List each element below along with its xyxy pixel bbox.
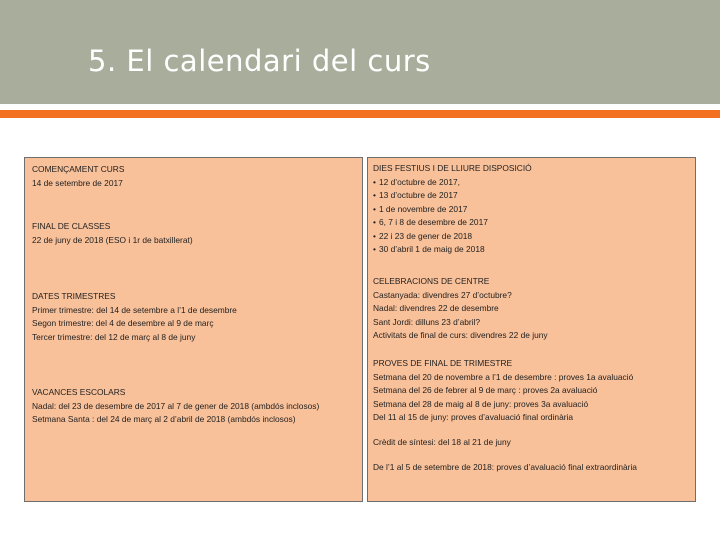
left-calendar-box [24, 157, 363, 502]
synthesis-section [373, 436, 691, 450]
exam-line: Del 11 al 15 de juny: proves d’avaluació final ordinària [373, 412, 574, 422]
celebrations-heading: CELEBRACIONS DE CENTRE [373, 276, 490, 286]
terms-heading: DATES TRIMESTRES [32, 291, 116, 301]
term-line: Primer trimestre: del 14 de setembre a l’1 de desembre [32, 304, 237, 315]
list-item: • 1 de novembre de 2017 [373, 203, 691, 217]
list-item: • 22 i 23 de gener de 2018 [373, 230, 691, 244]
exams-heading: PROVES DE FINAL DE TRIMESTRE [373, 358, 513, 368]
celebration-line: Activitats de final de curs: divendres 22 de juny [373, 330, 548, 340]
classes-end-section [32, 220, 358, 247]
extraordinary-section [373, 461, 691, 475]
slide-title: 5. El calendari del curs [88, 44, 431, 78]
list-item: • 30 d’abril 1 de maig de 2018 [373, 243, 691, 257]
exam-line: Setmana del 28 de maig al 8 de juny: proves 3a avaluació [373, 398, 589, 409]
holidays-heading: VACANCES ESCOLARS [32, 387, 126, 397]
exam-line: Setmana del 26 de febrer al 9 de març : proves 2a avaluació [373, 385, 598, 395]
list-item: • 12 d’octubre de 2017, [373, 176, 691, 190]
holiday-line: Nadal: del 23 de desembre de 2017 al 7 de gener de 2018 (ambdós inclosos) [32, 400, 320, 411]
celebration-line: Nadal: divendres 22 de desembre [373, 303, 499, 313]
course-start-heading: COMENÇAMENT CURS [32, 164, 125, 174]
free-days-list [373, 176, 691, 257]
exams-section [373, 357, 691, 425]
accent-divider [0, 110, 720, 118]
course-start-date: 14 de setembre de 2017 [32, 177, 123, 188]
exam-line: Setmana del 20 de novembre a l’1 de desembre : proves 1a avaluació [373, 371, 634, 382]
extraordinary-line: De l’1 al 5 de setembre de 2018: proves d’avaluació final extraordinària [373, 462, 637, 472]
celebration-line: Sant Jordi: dilluns 23 d’abril? [373, 316, 481, 327]
celebration-line: Castanyada: divendres 27 d’octubre? [373, 289, 512, 300]
term-line: Tercer trimestre: del 12 de març al 8 de juny [32, 331, 196, 342]
list-item: • 6, 7 i 8 de desembre de 2017 [373, 216, 691, 230]
list-item: • 13 d’octubre de 2017 [373, 189, 691, 203]
classes-end-heading: FINAL DE CLASSES [32, 221, 111, 231]
free-days-heading: DIES FESTIUS I DE LLIURE DISPOSICIÓ [373, 163, 532, 173]
classes-end-date: 22 de juny de 2018 (ESO i 1r de batxillerat) [32, 234, 193, 245]
title-banner [0, 0, 720, 104]
free-days-section [373, 162, 691, 257]
term-line: Segon trimestre: del 4 de desembre al 9 de març [32, 318, 214, 328]
terms-section [32, 290, 358, 344]
celebrations-section [373, 275, 691, 343]
course-start-section [32, 163, 358, 190]
synthesis-line: Crèdit de síntesi: del 18 al 21 de juny [373, 437, 511, 447]
holidays-section [32, 386, 358, 427]
right-calendar-box [367, 157, 696, 502]
holiday-line: Setmana Santa : del 24 de març al 2 d’abril de 2018 (ambdós inclosos) [32, 414, 296, 424]
